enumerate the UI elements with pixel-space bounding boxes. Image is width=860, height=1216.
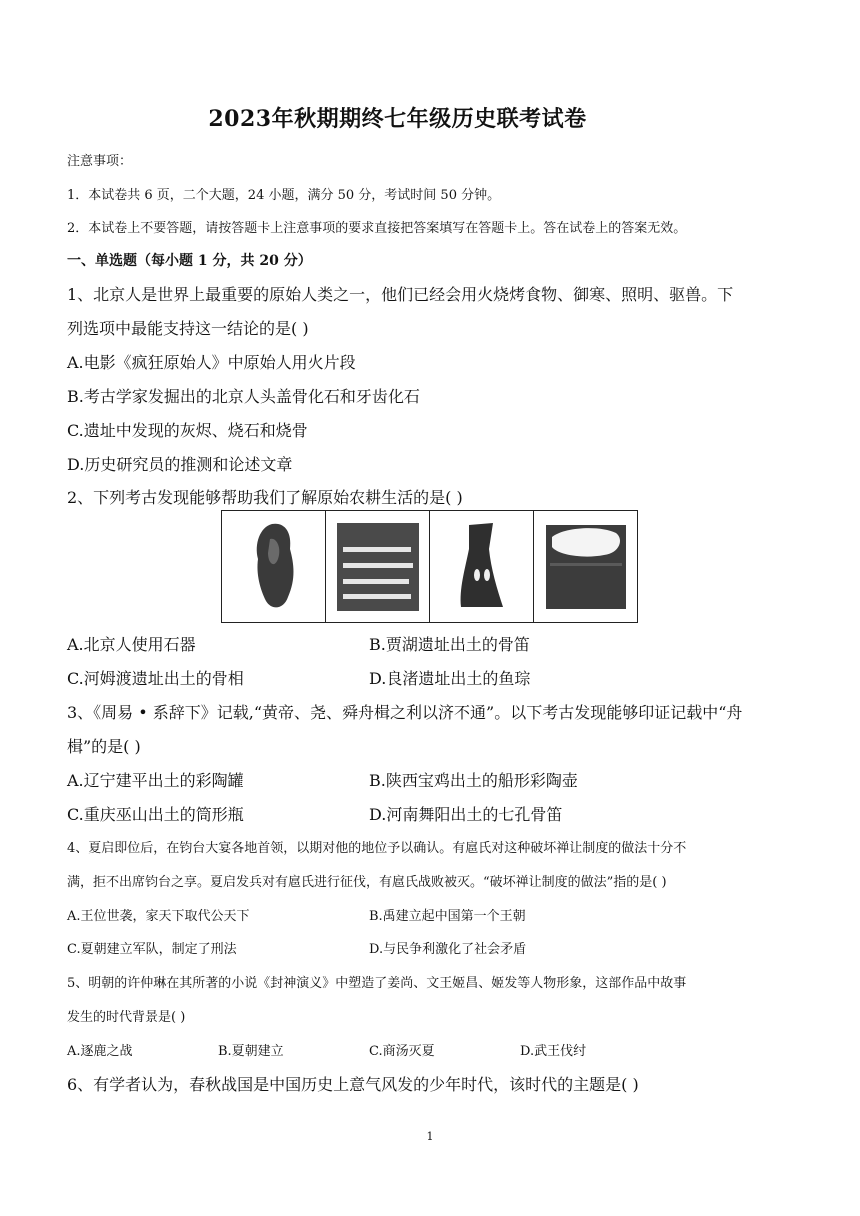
q4-stem-line2: 满，拒不出席钧台之享。夏启发兵对有扈氏进行征伐，有扈氏战败被灭。“破坏禅让制度的做法”指的是( ) [67,875,667,890]
q3-option-b: B.陕西宝鸡出土的船形彩陶壶 [369,771,578,790]
notes-heading: 注意事项： [67,154,133,169]
q4-stem-line1: 4、夏启即位后，在钧台大宴各地首领，以期对他的地位予以确认。有扈氏对这种破坏禅让制度的做法十分不 [67,841,687,856]
bone-flute-image [326,511,430,622]
page-number: 1 [426,1130,434,1143]
q4-option-d: D.与民争利激化了社会矛盾 [369,942,527,957]
jade-cong-image [534,511,637,622]
q5-option-a: A.逐鹿之战 [67,1044,133,1059]
note-item-1: 1．本试卷共 6 页，二个大题，24 小题，满分 50 分，考试时间 50 分钟。 [67,188,501,203]
q1-option-d: D.历史研究员的推测和论述文章 [67,455,293,474]
q4-option-a: A.王位世袭，家天下取代公天下 [67,909,250,924]
q1-option-b: B.考古学家发掘出的北京人头盖骨化石和牙齿化石 [67,387,420,406]
q3-stem-line2: 楫”的是( ) [67,737,141,756]
q5-option-b: B.夏朝建立 [218,1044,284,1059]
q3-option-c: C.重庆巫山出土的筒形瓶 [67,805,244,824]
stone-tool-image [222,511,326,622]
q5-option-d: D.武王伐纣 [520,1044,587,1059]
q5-stem-line2: 发生的时代背景是( ) [67,1010,186,1025]
q3-option-d: D.河南舞阳出土的七孔骨笛 [369,805,563,824]
q6-stem: 6、有学者认为，春秋战国是中国历史上意气风发的少年时代，该时代的主题是( ) [67,1075,639,1094]
q4-option-b: B.禹建立起中国第一个王朝 [369,909,526,924]
note-item-2: 2．本试卷上不要答题，请按答题卡上注意事项的要求直接把答案填写在答题卡上。答在试卷上的答案无效。 [67,221,687,236]
q3-stem-line1: 3、《周易 • 系辞下》记载,“黄帝、尧、舜舟楫之利以济不通”。以下考古发现能够印证记载中“舟 [67,703,743,722]
q2-stem: 2、下列考古发现能够帮助我们了解原始农耕生活的是( ) [67,488,463,507]
q2-option-d: D.良渚遗址出土的鱼琮 [369,669,531,688]
q1-stem-line1: 1、北京人是世界上最重要的原始人类之一，他们已经会用火烧烤食物、御寒、照明、驱兽。下 [67,285,734,304]
q1-option-c: C.遗址中发现的灰烬、烧石和烧骨 [67,421,308,440]
q2-image-table [221,510,638,623]
section-heading: 一、单选题（每小题 1 分，共 20 分） [67,253,312,269]
q5-stem-line1: 5、明朝的许仲琳在其所著的小说《封神演义》中塑造了姜尚、文王姬昌、姬发等人物形象，这部作品中故事 [67,976,687,991]
q1-stem-line2: 列选项中最能支持这一结论的是( ) [67,319,309,338]
exam-title: 2023年秋期期终七年级历史联考试卷 [208,106,587,132]
bone-spade-image [430,511,534,622]
q2-option-b: B.贾湖遗址出土的骨笛 [369,635,530,654]
q3-option-a: A.辽宁建平出土的彩陶罐 [67,771,244,790]
q2-option-c: C.河姆渡遗址出土的骨相 [67,669,244,688]
q4-option-c: C.夏朝建立军队，制定了刑法 [67,942,237,957]
q5-option-c: C.商汤灭夏 [369,1044,435,1059]
q2-option-a: A.北京人使用石器 [67,635,196,654]
q1-option-a: A.电影《疯狂原始人》中原始人用火片段 [67,353,356,372]
